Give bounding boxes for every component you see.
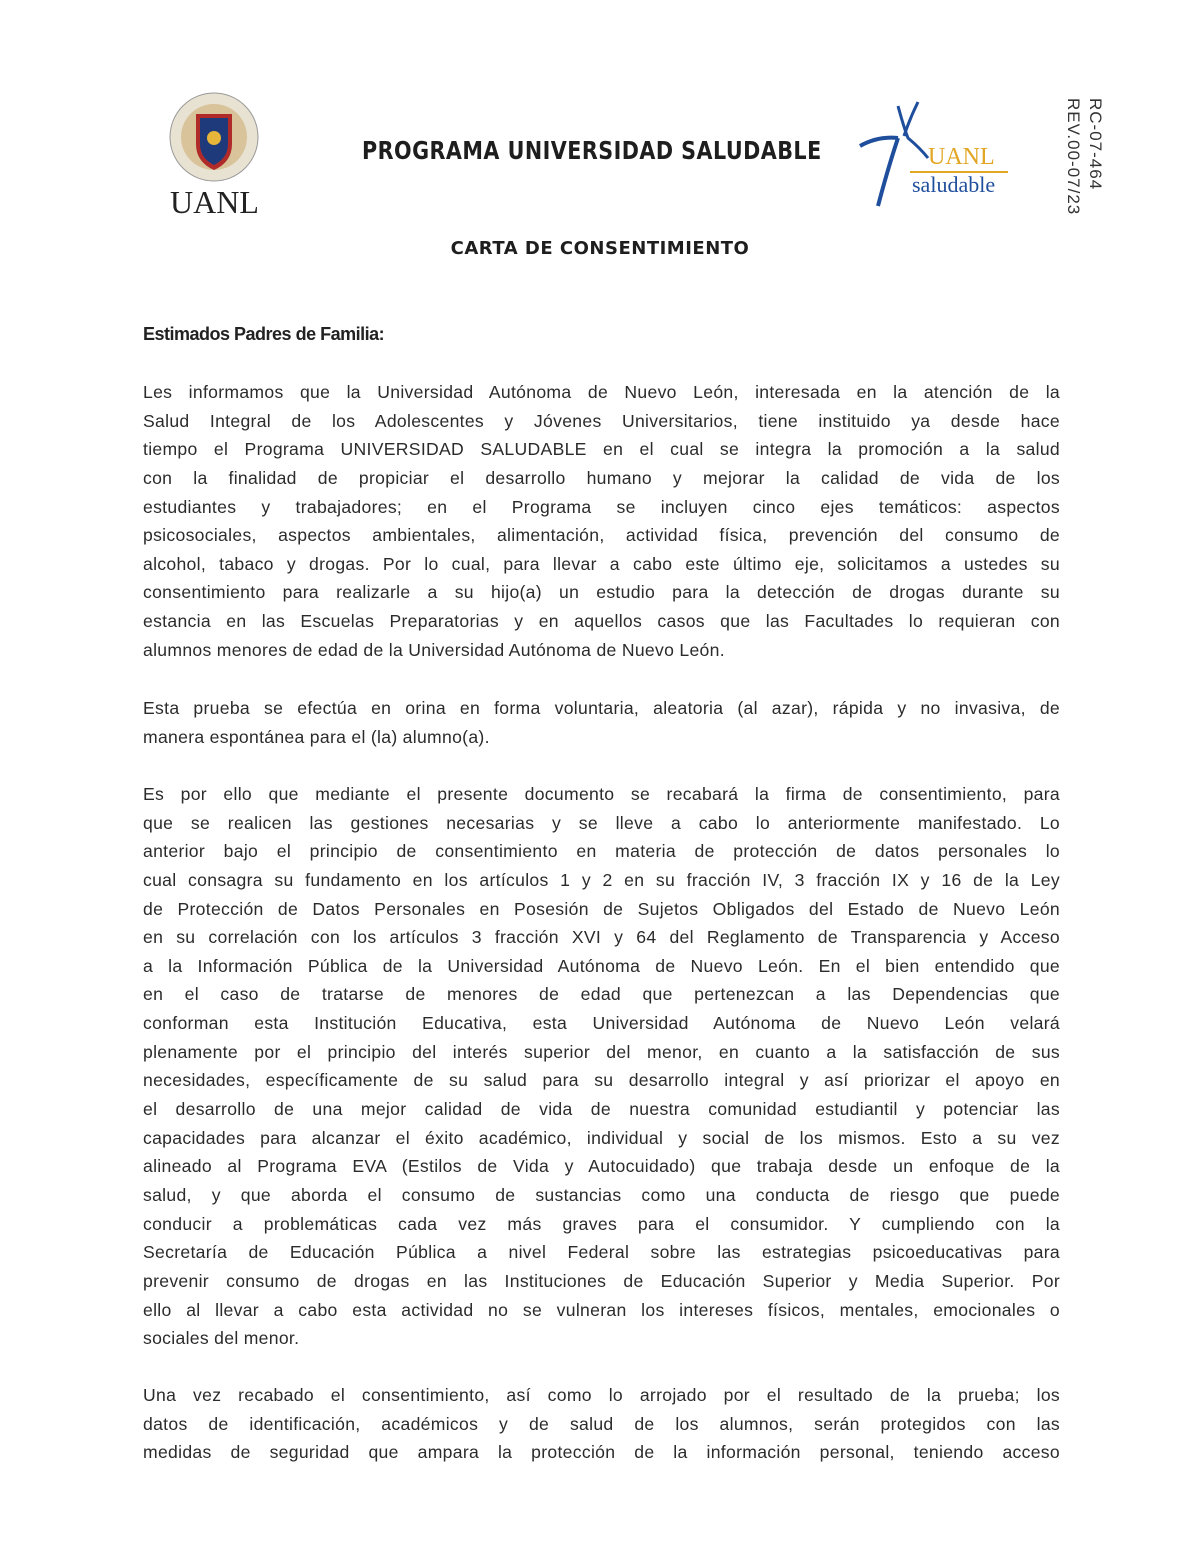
text-line: alumnos menores de edad de la Universidad Autónoma de Nuevo León.: [143, 639, 725, 660]
revision-number: REV.00-07/23: [1064, 98, 1083, 216]
text-line: de Protección de Datos Personales en Posesión de Sujetos Obligados del Estado de Nuevo León: [143, 898, 1060, 919]
text-line: sociales del menor.: [143, 1328, 300, 1349]
text-line: Es por ello que mediante el presente documento se recabará la firma de consentimiento, para: [143, 784, 1060, 804]
text-line: tiempo el Programa UNIVERSIDAD SALUDABLE en el cual se integra la promoción a la salud: [143, 439, 1060, 460]
text-line: ello al llevar a cabo esta actividad no se vulneran los intereses físicos, mentales, emocionales o: [143, 1299, 1060, 1320]
text-line: plenamente por el principio del interés superior del menor, en cuanto a la satisfacción de sus: [143, 1041, 1060, 1062]
logo-uanl-text: UANL: [928, 144, 995, 170]
paragraph-2: [143, 694, 1060, 751]
text-line: consentimiento para realizarle a su hijo(a) un estudio para la detección de drogas durante su: [143, 582, 1060, 603]
text-line: datos de identificación, académicos y de salud de los alumnos, serán protegidos con las: [143, 1413, 1060, 1434]
text-line: que se realicen las gestiones necesarias y se lleve a cabo lo anteriormente manifestado. Lo: [143, 812, 1060, 833]
text-line: alineado al Programa EVA (Estilos de Vida y Autocuidado) que trabaja desde un enfoque de la: [143, 1156, 1060, 1177]
paragraph-3: [143, 780, 1060, 1353]
program-title: PROGRAMA UNIVERSIDAD SALUDABLE: [362, 136, 822, 165]
text-line: cual consagra su fundamento en los artículos 1 y 2 en su fracción IV, 3 fracción IX y 16 de la Ley: [143, 869, 1060, 890]
text-line: estancia en las Escuelas Preparatorias y en aquellos casos que las Facultades lo requieran con: [143, 611, 1060, 632]
text-line: salud, y que aborda el consumo de sustancias como una conducta de riesgo que puede: [143, 1184, 1060, 1205]
text-line: capacidades para alcanzar el éxito académico, individual y social de los mismos. Esto a su vez: [143, 1127, 1060, 1148]
text-line: en su correlación con los artículos 3 fracción XVI y 64 del Reglamento de Transparencia y Acceso: [143, 927, 1060, 948]
text-line: estudiantes y trabajadores; en el Programa se incluyen cinco ejes temáticos: aspectos: [143, 496, 1060, 517]
logo-saludable-text: saludable: [912, 172, 996, 197]
uanl-saludable-logo: [858, 98, 1018, 210]
text-line: Les informamos que la Universidad Autónoma de Nuevo León, interesada en la atención de la: [143, 382, 1060, 402]
text-line: en el caso de tratarse de menores de edad que pertenezcan a las Dependencias que: [143, 984, 1060, 1005]
text-line: Esta prueba se efectúa en orina en forma voluntaria, aleatoria (al azar), rápida y no invasiva, de: [143, 698, 1060, 718]
text-line: el desarrollo de una mejor calidad de vida de nuestra comunidad estudiantil y potenciar las: [143, 1099, 1060, 1120]
uanl-seal-logo: [166, 92, 262, 182]
text-line: con la finalidad de propiciar el desarrollo humano y mejorar la calidad de vida de los: [143, 467, 1060, 488]
text-line: Secretaría de Educación Pública a nivel Federal sobre las estrategias psicoeducativas para: [143, 1242, 1060, 1263]
text-line: conforman esta Institución Educativa, esta Universidad Autónoma de Nuevo León velará: [143, 1013, 1060, 1034]
code-number: RC-07-464: [1086, 98, 1105, 191]
text-line: Salud Integral de los Adolescentes y Jóvenes Universitarios, tiene instituido ya desde hace: [143, 410, 1060, 431]
document-title: CARTA DE CONSENTIMIENTO: [450, 238, 750, 259]
uanl-wordmark: UANL: [170, 184, 259, 220]
text-line: necesidades, específicamente de su salud para su desarrollo integral y así priorizar el apoyo en: [143, 1070, 1060, 1091]
paragraph-4: [143, 1381, 1060, 1467]
paragraph-1: [143, 378, 1060, 664]
text-line: alcohol, tabaco y drogas. Por lo cual, para llevar a cabo este último eje, solicitamos a ustedes su: [143, 553, 1060, 574]
text-line: Una vez recabado el consentimiento, así como lo arrojado por el resultado de la prueba; los: [143, 1385, 1060, 1405]
document-code: [1062, 98, 1106, 215]
text-line: medidas de seguridad que ampara la protección de la información personal, teniendo acceso: [143, 1442, 1060, 1463]
greeting: Estimados Padres de Familia:: [143, 324, 385, 344]
text-line: a la Información Pública de la Universidad Autónoma de Nuevo León. En el bien entendido que: [143, 955, 1060, 976]
text-line: anterior bajo el principio de consentimiento en materia de protección de datos personales lo: [143, 841, 1060, 862]
text-line: prevenir consumo de drogas en las Instituciones de Educación Superior y Media Superior. Por: [143, 1270, 1060, 1291]
text-line: manera espontánea para el (la) alumno(a).: [143, 726, 490, 747]
text-line: psicosociales, aspectos ambientales, alimentación, actividad física, prevención del consumo de: [143, 525, 1060, 546]
text-line: conducir a problemáticas cada vez más graves para el consumidor. Y cumpliendo con la: [143, 1213, 1060, 1234]
